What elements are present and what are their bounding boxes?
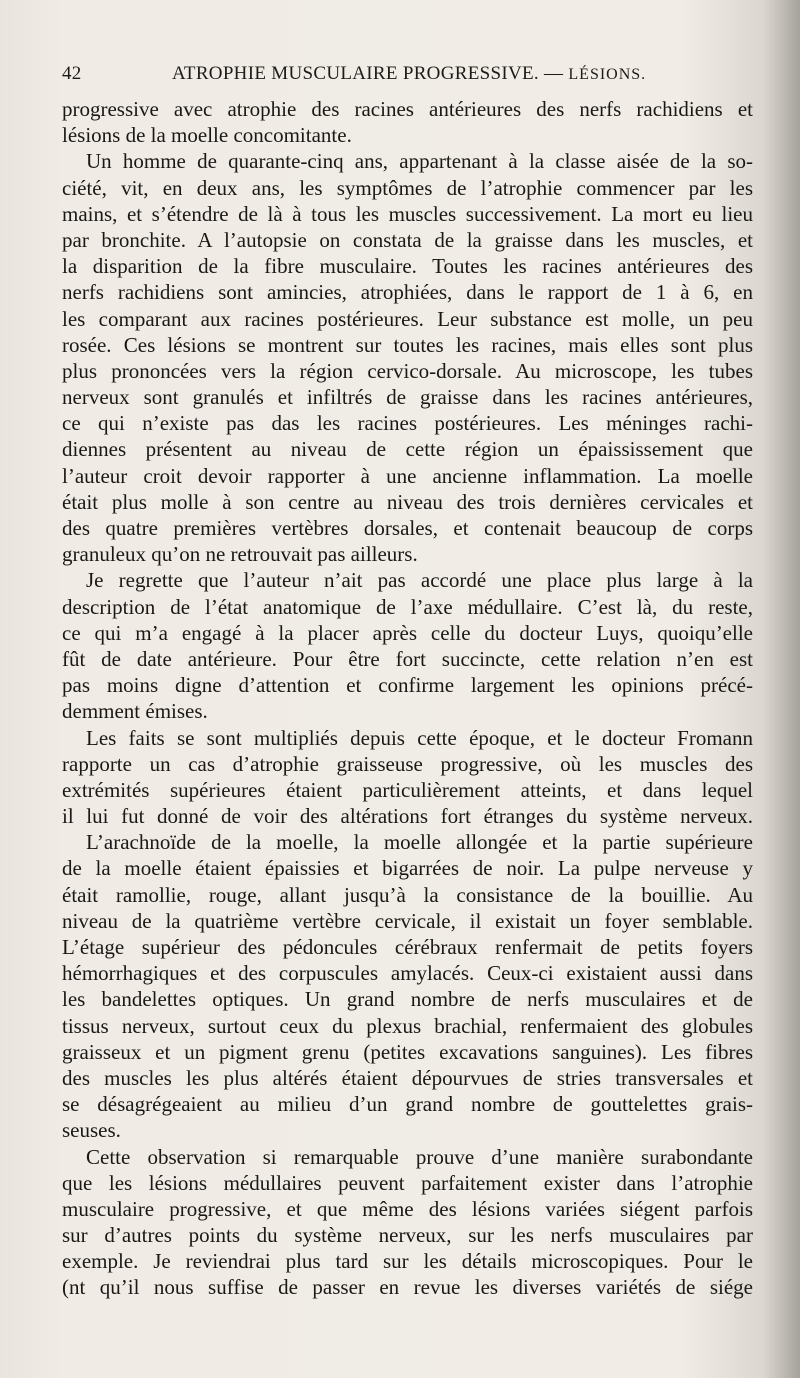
section-label: LÉSIONS. [568, 66, 647, 83]
running-head [62, 60, 756, 88]
text-line: granuleux qu’on ne retrouvait pas ailleurs. [62, 542, 418, 567]
text-line: L’étage supérieur des pédoncules cérébraux renfermait de petits foyers [62, 935, 753, 959]
text-line: seuses. [62, 1118, 121, 1143]
text-line: graisseux et un pigment grenu (petites excavations sanguines). Les fibres [62, 1039, 753, 1064]
text-line: lésions de la moelle concomitante. [62, 123, 352, 148]
text-line: fût de date antérieure. Pour être fort succincte, cette relation n’en est [62, 646, 753, 671]
text-line: de la moelle étaient épaissies et bigarrées de noir. La pulpe nerveuse y [62, 856, 753, 881]
text-line: pas moins digne d’attention et confirme largement les opinions précé- [62, 673, 753, 698]
text-line: ciété, vit, en deux ans, les symptômes de l’atrophie commencer par les [62, 175, 753, 200]
text-line: la disparition de la fibre musculaire. Toutes les racines antérieures des [62, 254, 753, 279]
text-line: était ramollie, rouge, allant jusqu’à la consistance de la bouillie. Au [62, 882, 753, 907]
text-line: se désagrégeaient au milieu d’un grand nombre de gouttelettes grais- [62, 1092, 753, 1117]
text-line: description de l’état anatomique de l’axe médullaire. C’est là, du reste, [62, 594, 753, 619]
text-line: hémorrhagiques et des corpuscules amylacés. Ceux-ci existaient aussi dans [62, 961, 753, 986]
text-line: l’auteur croit devoir rapporter à une ancienne inflammation. La moelle [62, 463, 753, 488]
text-line: exemple. Je reviendrai plus tard sur les détails microscopiques. Pour le [62, 1249, 753, 1274]
text-line: les bandelettes optiques. Un grand nombre de nerfs musculaires et de [62, 987, 753, 1012]
text-line: demment émises. [62, 699, 208, 724]
running-title [172, 60, 646, 89]
text-line: nerveux sont granulés et infiltrés de graisse dans les racines antérieures, [62, 385, 753, 410]
text-line: plus prononcées vers la région cervico-dorsale. Au microscope, les tubes [62, 358, 753, 383]
text-line: des quatre premières vertèbres dorsales, et contenait beaucoup de corps [62, 516, 753, 540]
text-line: nerfs rachidiens sont amincies, atrophiées, dans le rapport de 1 à 6, en [62, 280, 753, 305]
text-line: Un homme de quarante-cinq ans, appartenant à la classe aisée de la so- [86, 149, 753, 174]
chapter-title: ATROPHIE MUSCULAIRE PROGRESSIVE. [172, 63, 539, 84]
text-line: par bronchite. A l’autopsie on constata de la graisse dans les muscles, et [62, 227, 753, 252]
text-line: L’arachnoïde de la moelle, la moelle allongée et la partie supérieure [86, 830, 753, 855]
text-line: Cette observation si remarquable prouve d’une manière surabondante [86, 1144, 753, 1169]
text-line: mains, et s’étendre de là à tous les muscles successivement. La mort eu lieu [62, 201, 753, 226]
text-line: ce qui n’existe pas das les racines postérieures. Les méninges rachi- [62, 411, 753, 436]
text-line: Les faits se sont multipliés depuis cette époque, et le docteur Fromann [86, 725, 753, 750]
text-line: ce qui m’a engagé à la placer après celle du docteur Luys, quoiqu’elle [62, 620, 753, 645]
text-line: sur d’autres points du système nerveux, sur les nerfs musculaires par [62, 1223, 753, 1248]
text-line: musculaire progressive, et que même des lésions variées siégent parfois [62, 1196, 753, 1221]
text-line: était plus molle à son centre au niveau des trois dernières cervicales et [62, 489, 753, 514]
text-line: rosée. Ces lésions se montrent sur toutes les racines, mais elles sont plus [62, 332, 753, 357]
text-line: des muscles les plus altérés étaient dépourvues de stries transversales et [62, 1065, 753, 1090]
title-dash: — [544, 63, 564, 84]
text-line: (nt qu’il nous suffise de passer en revue les diverses variétés de siége [62, 1275, 753, 1300]
text-line: les comparant aux racines postérieures. Leur substance est molle, un peu [62, 306, 753, 331]
text-line: progressive avec atrophie des racines antérieures des nerfs rachidiens et [62, 97, 753, 121]
text-line: Je regrette que l’auteur n’ait pas accordé une place plus large à la [86, 568, 753, 593]
body-text [62, 96, 753, 1301]
text-line: niveau de la quatrième vertèbre cervicale, il existait un foyer semblable. [62, 908, 753, 933]
text-line: tissus nerveux, surtout ceux du plexus brachial, renfermaient des globules [62, 1013, 753, 1038]
text-line: rapporte un cas d’atrophie graisseuse progressive, où les muscles des [62, 751, 753, 776]
page-number: 42 [62, 63, 82, 84]
text-line: extrémités supérieures étaient particulièrement atteints, et dans lequel [62, 777, 753, 802]
text-line: que les lésions médullaires peuvent parfaitement exister dans l’atrophie [62, 1170, 753, 1195]
text-line: diennes présentent au niveau de cette région un épaississement que [62, 437, 753, 462]
text-line: il lui fut donné de voir des altérations fort étranges du système nerveux. [62, 804, 753, 829]
page-edge-shadow [764, 0, 800, 1378]
